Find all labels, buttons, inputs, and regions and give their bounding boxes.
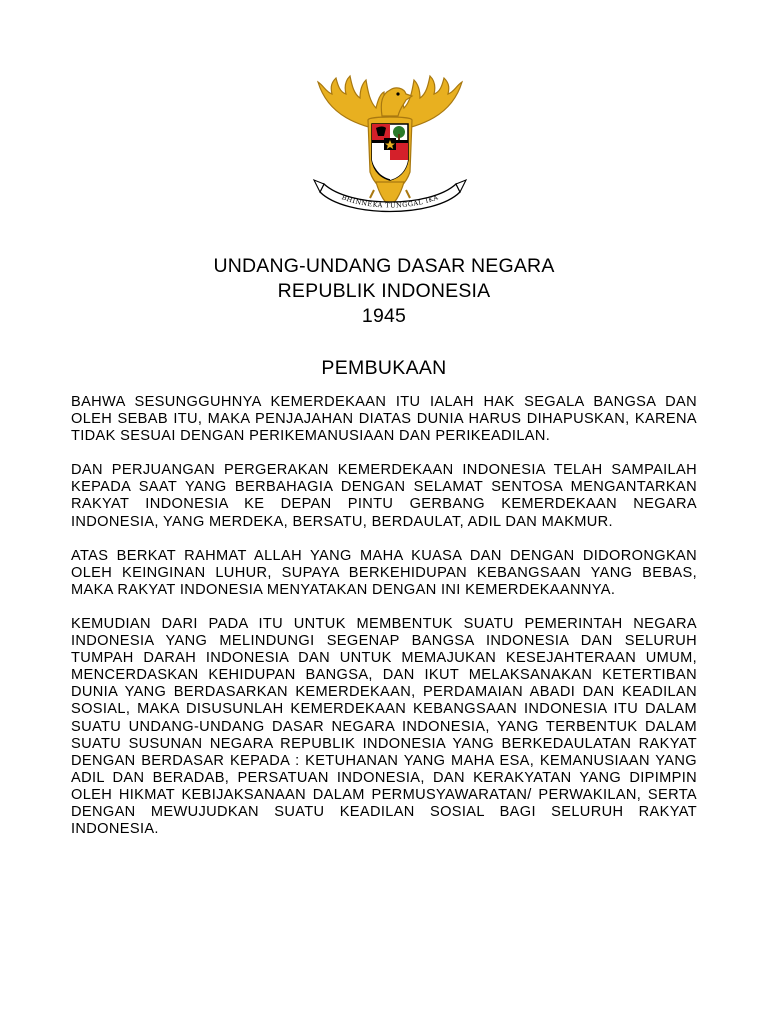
title-line-2: REPUBLIK INDONESIA bbox=[277, 280, 491, 302]
section-heading: PEMBUKAAN bbox=[321, 357, 447, 379]
title-line-3: 1945 bbox=[361, 305, 407, 327]
title-line-1: UNDANG-UNDANG DASAR NEGARA bbox=[213, 255, 555, 277]
preamble-body bbox=[71, 394, 697, 855]
garuda-pancasila-emblem-icon bbox=[310, 72, 470, 222]
preamble-paragraph-3: ATAS BERKAT RAHMAT ALLAH YANG MAHA KUASA DAN DENGAN DIDORONGKAN OLEH KEINGINAN LUHUR, SUPAYA BERKEHIDUPAN KEBANGSAAN YANG BEBAS, MAKA RAKYAT INDONESIA MENYATAKAN DENGAN INI KEMERDEKAANNYA. bbox=[71, 547, 697, 598]
preamble-paragraph-1: BAHWA SESUNGGUHNYA KEMERDEKAAN ITU IALAH HAK SEGALA BANGSA DAN OLEH SEBAB ITU, MAKA PENJAJAHAN DIATAS DUNIA HARUS DIHAPUSKAN, KARENA TIDAK SESUAI DENGAN PERIKEMANUSIAAN DAN PERIKEADILAN. bbox=[71, 394, 697, 445]
emblem-motto: BHINNEKA TUNGGAL IKA bbox=[340, 193, 440, 210]
preamble-paragraph-4: KEMUDIAN DARI PADA ITU UNTUK MEMBENTUK SUATU PEMERINTAH NEGARA INDONESIA YANG MELINDUNGI SEGENAP BANGSA INDONESIA DAN SELURUH TUMPAH DARAH INDONESIA DAN UNTUK MEMAJUKAN KESEJAHTERAAN UMUM, MENCERDASKAN KEHIDUPAN BANGSA, DAN IKUT MELAKSANAKAN KETERTIBAN DUNIA YANG BERDASARKAN KEMERDEKAAN, PERDAMAIAN ABADI DAN KEADILAN SOSIAL, MAKA DISUSUNLAH KEMERDEKAAN KEBANGSAAN INDONESIA ITU DALAM SUATU UNDANG-UNDANG DASAR NEGARA INDONESIA, YANG TERBENTUK DALAM SUATU SUSUNAN NEGARA REPUBLIK INDONESIA YANG BERKEDAULATAN RAKYAT DENGAN BERDASAR KEPADA : KETUHANAN YANG MAHA ESA, KEMANUSIAAN YANG ADIL DAN BERADAB, PERSATUAN INDONESIA, DAN KERAKYATAN YANG DIPIMPIN OLEH HIKMAT KEBIJAKSANAAN DALAM PERMUSYAWARATAN/ PERWAKILAN, SERTA DENGAN MEWUJUDKAN SUATU KEADILAN SOSIAL BAGI SELURUH RAKYAT INDONESIA. bbox=[71, 615, 697, 838]
document-title bbox=[0, 254, 768, 329]
preamble-paragraph-2: DAN PERJUANGAN PERGERAKAN KEMERDEKAAN INDONESIA TELAH SAMPAILAH KEPADA SAAT YANG BERBAHAGIA DENGAN SELAMAT SENTOSA MENGANTARKAN RAKYAT INDONESIA KE DEPAN PINTU GERBANG KEMERDEKAAN NEGARA INDONESIA, YANG MERDEKA, BERSATU, BERDAULAT, ADIL DAN MAKMUR. bbox=[71, 462, 697, 530]
